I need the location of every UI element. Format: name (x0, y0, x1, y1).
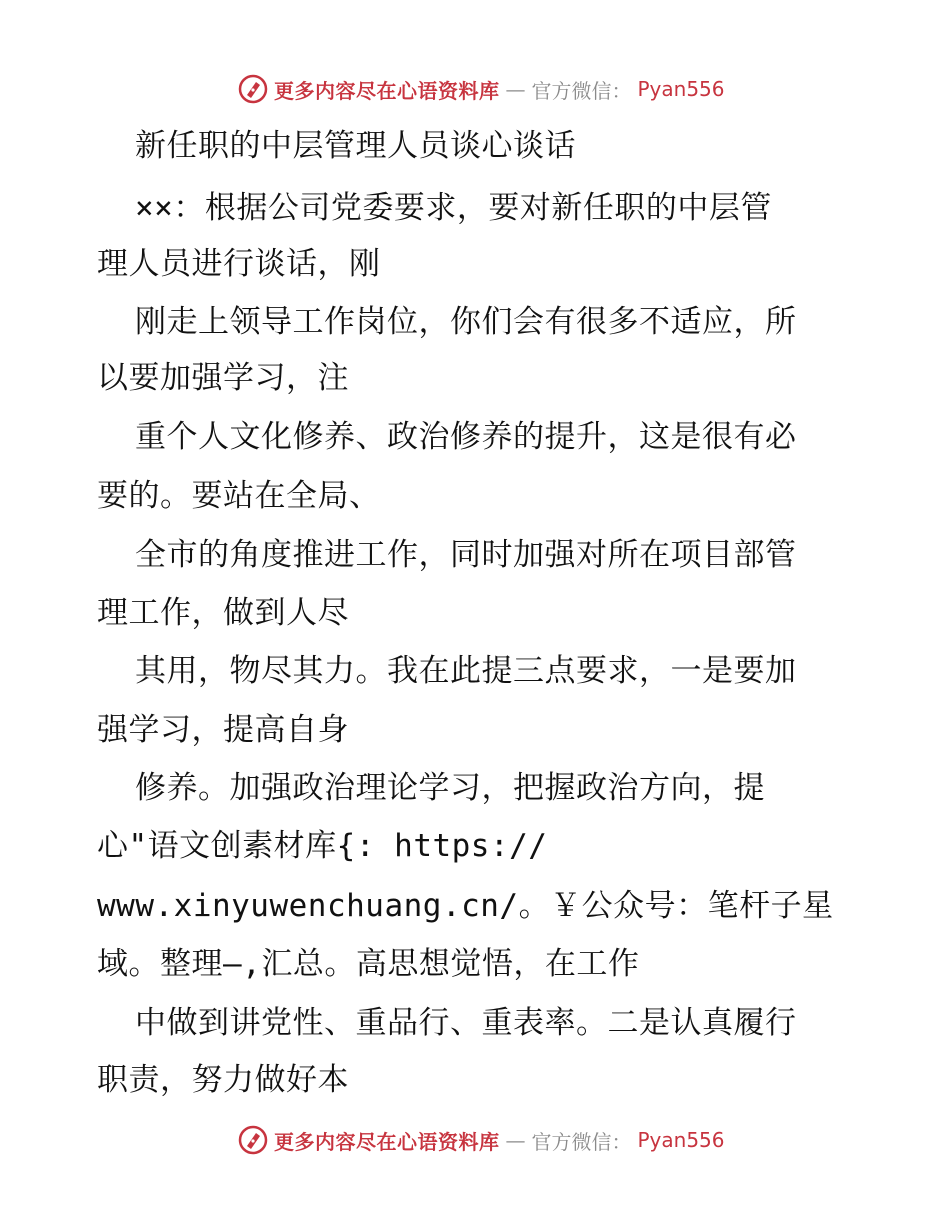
paragraph-line: www.xinyuwenchuang.cn/。￥公众号：笔杆子星 (97, 888, 834, 924)
document-title: 新任职的中层管理人员谈心谈话 (135, 128, 576, 164)
paragraph-line: 理人员进行谈话，刚 (97, 246, 381, 282)
promo-text: 更多内容尽在心语资料库 (274, 78, 500, 103)
paragraph-line: 刚走上领导工作岗位，你们会有很多不适应，所 (135, 304, 797, 340)
official-label: 官方微信： (531, 78, 632, 103)
paragraph-line: 职责，努力做好本 (97, 1062, 349, 1098)
paragraph-line: 强学习，提高自身 (97, 712, 349, 748)
footer-banner (238, 1123, 725, 1157)
banner-dash: — (505, 1128, 526, 1152)
paragraph-line: 要的。要站在全局、 (97, 478, 381, 514)
paragraph-line: 重个人文化修养、政治修养的提升，这是很有必 (135, 419, 797, 455)
paragraph-line: ××：根据公司党委要求，要对新任职的中层管 (135, 190, 772, 226)
official-label: 官方微信： (531, 1129, 632, 1154)
paragraph-line: 域。整理—,汇总。高思想觉悟，在工作 (97, 946, 640, 982)
wechat-id: Pyan556 (637, 77, 725, 101)
paragraph-line: 以要加强学习，注 (97, 360, 349, 396)
paragraph-line: 修养。加强政治理论学习，把握政治方向，提 (135, 770, 765, 806)
paragraph-line: 全市的角度推进工作，同时加强对所在项目部管 (135, 537, 797, 573)
header-banner (238, 72, 725, 106)
promo-text: 更多内容尽在心语资料库 (274, 1129, 500, 1154)
paragraph-line: 中做到讲党性、重品行、重表率。二是认真履行 (135, 1005, 797, 1041)
pen-nib-icon (238, 74, 268, 104)
wechat-id: Pyan556 (637, 1128, 725, 1152)
paragraph-line: 心"语文创素材库{: https:// (97, 828, 548, 864)
paragraph-line: 理工作，做到人尽 (97, 595, 349, 631)
paragraph-line: 其用，物尽其力。我在此提三点要求，一是要加 (135, 653, 797, 689)
pen-nib-icon (238, 1125, 268, 1155)
banner-dash: — (505, 77, 526, 101)
